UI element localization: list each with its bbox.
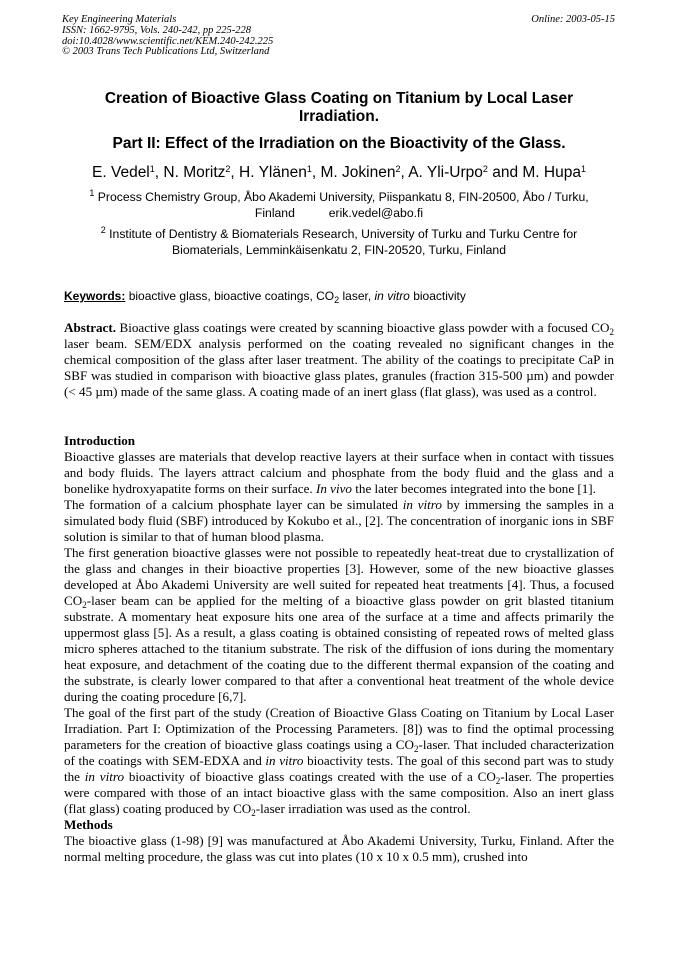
methods-heading: Methods [64, 817, 113, 832]
author: A. Yli-Urpo$^2$ and [408, 164, 523, 181]
online-date: Online: 2003-05-15 [531, 14, 615, 25]
author: N. Moritz$^2$, [163, 164, 240, 181]
introduction-section [64, 433, 614, 865]
keywords-label: Keywords [64, 289, 122, 303]
paragraph: The goal of the first part of the study (Creation of Bioactive Glass Coating on Titanium by Local Laser Irradiation. Part I: Optimization of the Processing Parameters. [8]) was to find the optimal processing parameters for the creation of bioactive glass coatings using a $CO_2$-laser. That included characterization of the coatings with SEM-EDXA and in vitro bioactivity tests. The goal of this second part was to study the in vitro bioactivity of bioactive glass coatings created with the use of a $CO_2$-laser. The properties were compared with those of an intact bioactive glass with the same composition. Also an inert glass (flat glass) coating produced by $CO_2$-laser irradiation was used as the control. [64, 705, 615, 818]
abstract-label: Abstract. [64, 320, 116, 335]
author: M. Jokinen$^2$, [320, 164, 409, 181]
email-link[interactable]: erik.vedel@abo.fi [328, 206, 424, 220]
abstract: Abstract. Bioactive glass coatings were created by scanning bioactive glass powder with a focused $CO_2$ laser beam. SEM/EDX analysis performed on the coating revealed no significant changes in the chemical composition of the glass after laser treatment. The ability of the coatings to precipitate CaP in SBF was studied in comparison with bioactive glass plates, granules (fraction 315-500 µm) and powder (< 45 µm) made of the same glass. A coating made of an inert glass (flat glass), was used as a control. [64, 320, 614, 399]
journal-name: Key Engineering Materials [62, 14, 177, 25]
author-list [64, 163, 614, 183]
paragraph: Bioactive glasses are materials that develop reactive layers at their surface when in contact with tissues and body fluids. The layers attract calcium and phosphate from the body fluid and the glass and a bonelike hydroxyapatite forms on their surface. In vivo the later becomes integrated into the bone [1]. [64, 449, 614, 496]
paragraph: The formation of a calcium phosphate layer can be simulated in vitro by immersing the samples in a simulated body fluid (SBF) introduced by Kokubo et al., [2]. The concentration of inorganic ions in SBF solution is similar to that of human blood plasma. [64, 497, 614, 544]
paragraph: The first generation bioactive glasses were not possible to repeatedly heat-treat due to crystallization of the glass and changes in their bioactive properties [3]. However, some of the new bioactive glasses developed at Åbo Akademi University are well suited for repeated heat treatments [4]. Thus, a focused $CO_2$-laser beam can be applied for the melting of a bioactive glass powder on grit blasted titanium substrate. A momentary heat exposure hits one area of the surface at a time and affects primarily the uppermost glass [5]. As a result, a glass coating is obtained consisting of repeated rows of melted glass micro spheres attached to the titanium substrate. The risk of the diffusion of ions during the momentary heat exposure, and detachment of the coating due to the different thermal expansion of the coating and the substrate, is clearly lower compared to that after a conventional heat treatment of the whole device during the coating procedure [6,7]. [64, 545, 614, 704]
affiliation-1: $^1$ Process Chemistry Group, Åbo Akademi University, Piispankatu 8, FIN-20500, Åbo / Turku, Finland erik.vedel@abo.fi [89, 188, 589, 220]
doi-line[interactable]: doi:10.4028/www.scientific.net/KEM.240-242.225 [62, 35, 274, 47]
introduction-heading: Introduction [64, 433, 136, 448]
keywords: Keywords: bioactive glass, bioactive coatings, $CO_2$ laser, in vitro bioactivity [64, 289, 466, 305]
copyright-line: © 2003 Trans Tech Publications Ltd, Switzerland [62, 46, 270, 58]
paragraph: The bioactive glass (1-98) [9] was manufactured at Åbo Akademi University, Turku, Finland. After the normal melting procedure, the glass was cut into plates (10 x 10 x 0.5 mm), crushed into [64, 833, 614, 864]
author: M. Hupa$^1$ [522, 164, 586, 181]
paper-subtitle: Part II: Effect of the Irradiation on the Bioactivity of the Glass. [112, 135, 566, 152]
paper-title: Creation of Bioactive Glass Coating on Titanium by Local Laser Irradiation. [104, 90, 574, 125]
affiliation-2: $^2$ Institute of Dentistry & Biomaterials Research, University of Turku and Turku Centre for Biomaterials, Lemminkäisenkatu 2, FIN-20520, Turku, Finland [100, 225, 578, 257]
issn-line: ISSN: 1662-9795, Vols. 240-242, pp 225-228 [62, 24, 251, 36]
author: E. Vedel$^1$, [92, 164, 164, 181]
author: H. Ylänen$^1$, [239, 164, 321, 181]
journal-header [62, 15, 273, 58]
